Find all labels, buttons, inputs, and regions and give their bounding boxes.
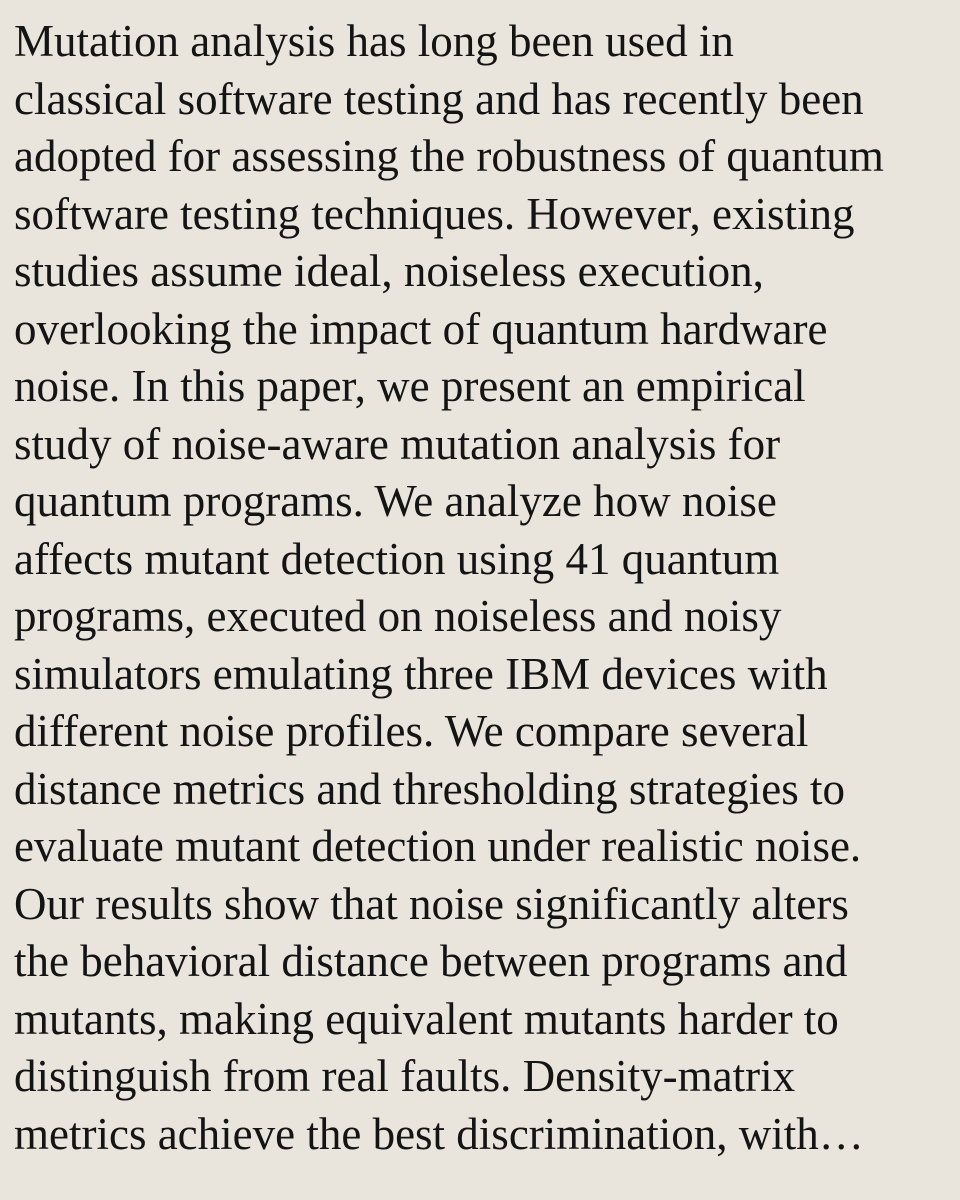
- abstract-line: mutants, making equivalent mutants harder to: [14, 993, 839, 1044]
- abstract-line: studies assume ideal, noiseless execution,: [14, 246, 764, 296]
- abstract-line: affects mutant detection using 41 quantum: [14, 533, 780, 584]
- abstract-line: Our results show that noise significantly alters: [14, 878, 849, 929]
- abstract-line: metrics achieve the best discrimination, with…: [14, 1108, 864, 1159]
- abstract-line: distinguish from real faults. Density-matrix: [14, 1051, 796, 1101]
- abstract-line: different noise profiles. We compare several: [14, 706, 809, 756]
- abstract-line: study of noise-aware mutation analysis for: [14, 418, 781, 469]
- abstract-line: software testing techniques. However, existing: [14, 188, 855, 239]
- abstract-line: programs, executed on noiseless and noisy: [14, 591, 782, 641]
- abstract-line: noise. In this paper, we present an empirical: [14, 361, 806, 411]
- abstract-line: classical software testing and has recently been: [14, 73, 864, 124]
- abstract-line: the behavioral distance between programs and: [14, 936, 848, 986]
- abstract-line: adopted for assessing the robustness of quantum: [14, 131, 884, 181]
- abstract-line: overlooking the impact of quantum hardware: [14, 303, 828, 354]
- abstract-line: Mutation analysis has long been used in: [14, 16, 734, 66]
- abstract-line: simulators emulating three IBM devices with: [14, 648, 828, 699]
- abstract-line: distance metrics and thresholding strategies to: [14, 763, 846, 814]
- abstract-text: [14, 13, 954, 1163]
- abstract-line: quantum programs. We analyze how noise: [14, 476, 777, 526]
- abstract-line: evaluate mutant detection under realistic noise.: [14, 821, 862, 871]
